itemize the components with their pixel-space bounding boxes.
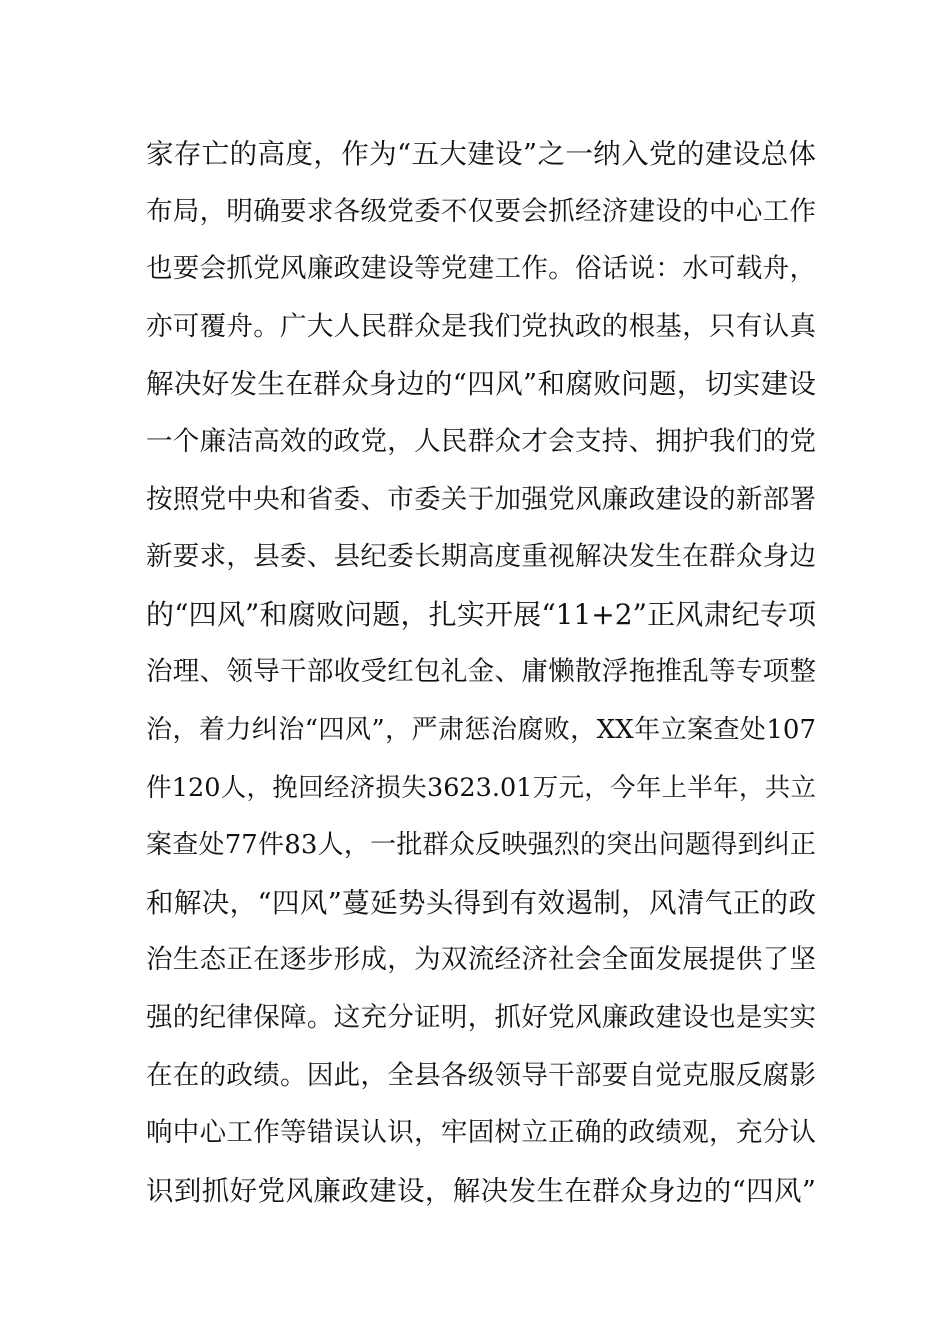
text-line: 家存亡的高度，作为“五大建设”之一纳入党的建设总体 <box>146 138 816 170</box>
text-line: 一个廉洁高效的政党，人民群众才会支持、拥护我们的党 <box>146 425 816 457</box>
text-line: 案查处77件83人，一批群众反映强烈的突出问题得到纠正 <box>146 830 816 861</box>
text-line: 在在的政绩。因此，全县各级领导干部要自觉克服反腐影 <box>146 1059 816 1091</box>
text-line: 按照党中央和省委、市委关于加强党风廉政建设的新部署 <box>146 483 816 515</box>
text-line: 解决好发生在群众身边的“四风”和腐败问题，切实建设 <box>146 368 816 401</box>
text-line: 的“四风”和腐败问题，扎实开展“11+2”正风肃纪专项 <box>146 597 816 631</box>
text-line: 治理、领导干部收受红包礼金、庸懒散浮拖推乱等专项整 <box>146 656 816 688</box>
text-line: 治生态正在逐步形成，为双流经济社会全面发展提供了坚 <box>146 944 816 976</box>
text-line: 和解决，“四风”蔓延势头得到有效遏制，风清气正的政 <box>146 886 816 919</box>
text-line: 亦可覆舟。广大人民群众是我们党执政的根基，只有认真 <box>146 310 816 342</box>
text-line: 治，着力纠治“四风”，严肃惩治腐败，XX年立案查处107 <box>146 714 816 745</box>
text-line: 新要求，县委、县纪委长期高度重视解决发生在群众身边 <box>146 541 816 573</box>
text-line: 识到抓好党风廉政建设，解决发生在群众身边的“四风” <box>146 1174 816 1207</box>
body-text <box>146 130 816 1224</box>
text-line: 布局，明确要求各级党委不仅要会抓经济建设的中心工作 <box>146 195 816 227</box>
text-line: 件120人，挽回经济损失3623.01万元，今年上半年，共立 <box>146 772 816 803</box>
text-line: 响中心工作等错误认识，牢固树立正确的政绩观，充分认 <box>146 1117 816 1149</box>
text-line: 也要会抓党风廉政建设等党建工作。俗话说：水可载舟， <box>146 253 816 285</box>
text-line: 强的纪律保障。这充分证明，抓好党风廉政建设也是实实 <box>146 1001 816 1033</box>
